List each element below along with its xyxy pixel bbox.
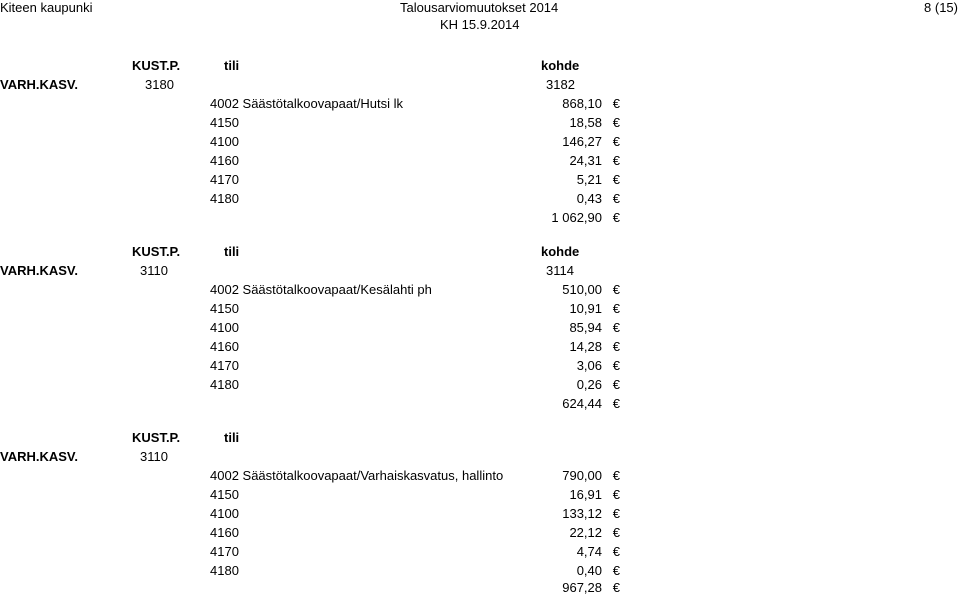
euro-sign: € bbox=[612, 506, 620, 521]
euro-sign: € bbox=[612, 525, 620, 540]
kust-label: KUST.P. bbox=[132, 430, 181, 445]
table-row bbox=[0, 377, 620, 395]
euro-sign: € bbox=[612, 191, 620, 206]
account-cell: 4170 bbox=[210, 544, 239, 559]
amount-cell: 5,21 bbox=[576, 172, 602, 187]
amount-cell: 0,43 bbox=[576, 191, 602, 206]
amount-cell: 24,31 bbox=[569, 153, 602, 168]
amount-cell: 18,58 bbox=[569, 115, 602, 130]
account-cell: 4002 Säästötalkoovapaat/Kesälahti ph bbox=[210, 282, 432, 297]
total-row bbox=[0, 580, 620, 598]
euro-sign: € bbox=[612, 172, 620, 187]
table-row bbox=[0, 153, 620, 171]
kust-value: 3110 bbox=[140, 263, 168, 278]
account-cell: 4160 bbox=[210, 339, 239, 354]
account-cell: 4100 bbox=[210, 506, 239, 521]
table-row bbox=[0, 282, 620, 300]
amount-cell: 3,06 bbox=[576, 358, 602, 373]
table-row bbox=[0, 134, 620, 152]
amount-cell: 22,12 bbox=[569, 525, 602, 540]
table-row bbox=[0, 358, 620, 376]
unit-label: VARH.KASV. bbox=[0, 449, 79, 464]
table-row bbox=[0, 339, 620, 357]
amount-cell: 85,94 bbox=[569, 320, 602, 335]
amount-cell: 146,27 bbox=[562, 134, 602, 149]
amount-cell: 790,00 bbox=[562, 468, 602, 483]
amount-cell: 133,12 bbox=[562, 506, 602, 521]
kust-label: KUST.P. bbox=[132, 244, 181, 259]
total-amount: 624,44 bbox=[562, 396, 602, 411]
table-row bbox=[0, 320, 620, 338]
euro-sign: € bbox=[612, 153, 620, 168]
total-row bbox=[0, 210, 620, 228]
euro-sign: € bbox=[612, 115, 620, 130]
unit-label: VARH.KASV. bbox=[0, 263, 79, 278]
account-cell: 4100 bbox=[210, 320, 239, 335]
kohde-label: kohde bbox=[541, 244, 580, 259]
account-cell: 4180 bbox=[210, 377, 239, 392]
tili-label: tili bbox=[224, 244, 240, 259]
account-cell: 4170 bbox=[210, 172, 239, 187]
table-row bbox=[0, 115, 620, 133]
kohde-value: 3114 bbox=[546, 263, 574, 278]
table-row bbox=[0, 301, 620, 319]
kust-value: 3180 bbox=[145, 77, 174, 92]
meeting-date: KH 15.9.2014 bbox=[440, 17, 520, 32]
organization-name: Kiteen kaupunki bbox=[0, 0, 93, 15]
amount-cell: 0,40 bbox=[576, 563, 602, 578]
account-cell: 4170 bbox=[210, 358, 239, 373]
unit-label: VARH.KASV. bbox=[0, 77, 79, 92]
amount-cell: 0,26 bbox=[576, 377, 602, 392]
euro-sign: € bbox=[612, 339, 620, 354]
euro-sign: € bbox=[612, 377, 620, 392]
table-row bbox=[0, 563, 620, 581]
table-row bbox=[0, 191, 620, 209]
amount-cell: 14,28 bbox=[569, 339, 602, 354]
table-row bbox=[0, 544, 620, 562]
euro-sign: € bbox=[612, 96, 620, 111]
amount-cell: 16,91 bbox=[569, 487, 602, 502]
euro-sign: € bbox=[612, 396, 620, 411]
total-amount: 1 062,90 bbox=[551, 210, 602, 225]
amount-cell: 510,00 bbox=[562, 282, 602, 297]
account-cell: 4160 bbox=[210, 525, 239, 540]
account-cell: 4150 bbox=[210, 487, 239, 502]
total-row bbox=[0, 396, 620, 414]
amount-cell: 10,91 bbox=[569, 301, 602, 316]
kust-value: 3110 bbox=[140, 449, 168, 464]
account-cell: 4002 Säästötalkoovapaat/Hutsi lk bbox=[210, 96, 403, 111]
account-cell: 4150 bbox=[210, 115, 239, 130]
account-cell: 4180 bbox=[210, 191, 239, 206]
account-cell: 4180 bbox=[210, 563, 239, 578]
kohde-value: 3182 bbox=[546, 77, 575, 92]
euro-sign: € bbox=[612, 580, 620, 595]
kohde-label: kohde bbox=[541, 58, 580, 73]
table-row bbox=[0, 487, 620, 505]
euro-sign: € bbox=[612, 320, 620, 335]
account-cell: 4150 bbox=[210, 301, 239, 316]
account-cell: 4002 Säästötalkoovapaat/Varhaiskasvatus, hallinto bbox=[210, 468, 504, 483]
table-row bbox=[0, 172, 620, 190]
amount-cell: 4,74 bbox=[576, 544, 602, 559]
euro-sign: € bbox=[612, 210, 620, 225]
page-number: 8 (15) bbox=[924, 0, 958, 15]
euro-sign: € bbox=[612, 487, 620, 502]
account-cell: 4160 bbox=[210, 153, 239, 168]
euro-sign: € bbox=[612, 301, 620, 316]
amount-cell: 868,10 bbox=[562, 96, 602, 111]
table-row bbox=[0, 468, 620, 486]
document-title: Talousarviomuutokset 2014 bbox=[400, 0, 559, 15]
table-row bbox=[0, 96, 620, 114]
tili-label: tili bbox=[224, 430, 240, 445]
euro-sign: € bbox=[612, 282, 620, 297]
account-cell: 4100 bbox=[210, 134, 239, 149]
euro-sign: € bbox=[612, 544, 620, 559]
table-row bbox=[0, 525, 620, 543]
euro-sign: € bbox=[612, 468, 620, 483]
euro-sign: € bbox=[612, 563, 620, 578]
euro-sign: € bbox=[612, 134, 620, 149]
tili-label: tili bbox=[224, 58, 240, 73]
total-amount: 967,28 bbox=[562, 580, 602, 595]
table-row bbox=[0, 506, 620, 524]
kust-label: KUST.P. bbox=[132, 58, 181, 73]
euro-sign: € bbox=[612, 358, 620, 373]
